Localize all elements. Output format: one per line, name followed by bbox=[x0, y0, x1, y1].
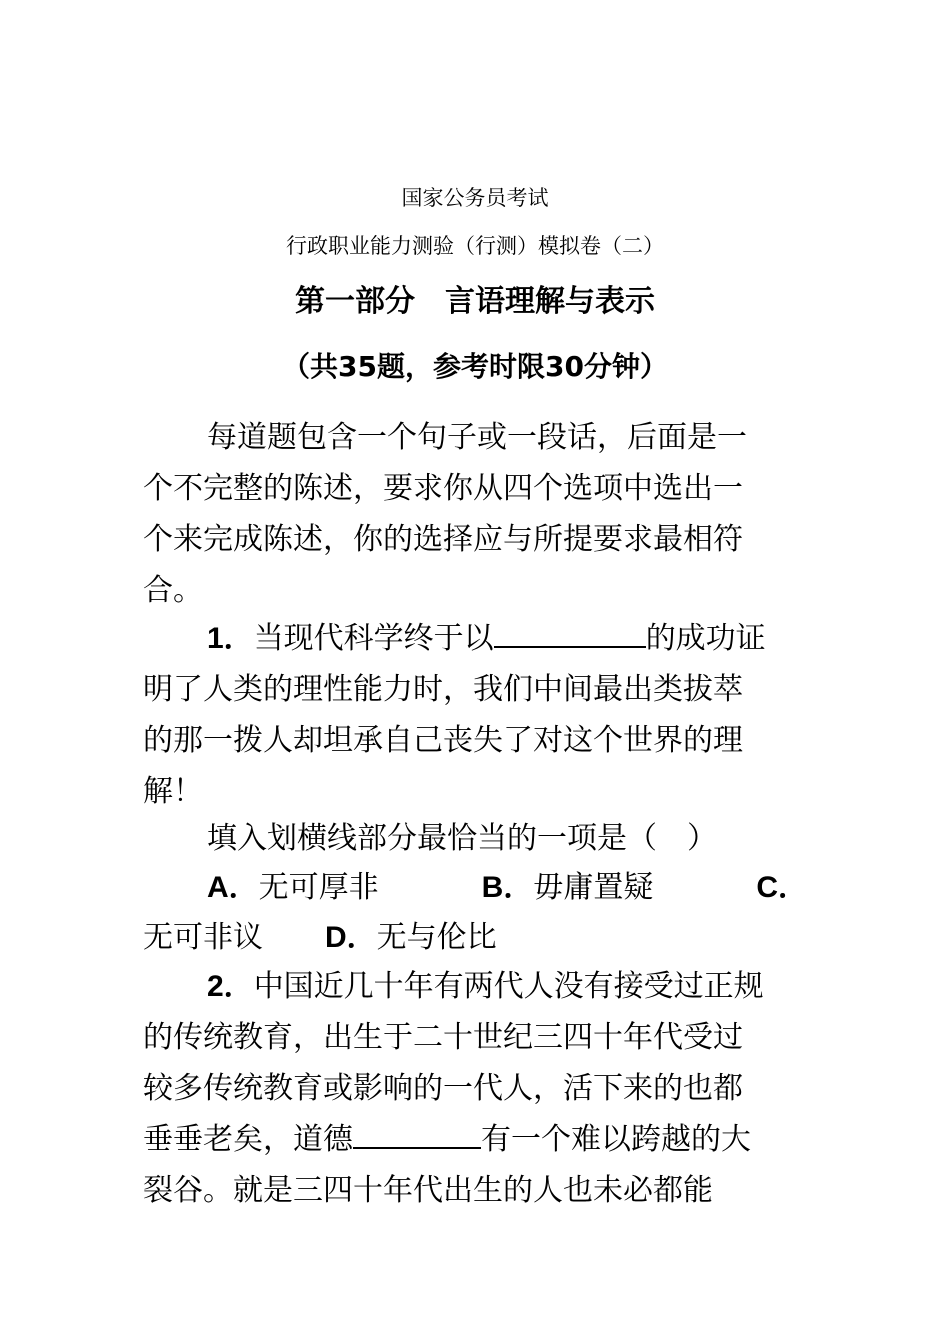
q1-text-pre: 当现代科学终于以 bbox=[253, 621, 494, 656]
q1-options-row-2 bbox=[143, 912, 808, 964]
q1-text-post: 的成功证 bbox=[645, 621, 766, 656]
q1-prompt: 填入划横线部分最恰当的一项是（ ） bbox=[207, 821, 717, 856]
q1-line-2: 明了人类的理性能力时，我们中间最出类拔萃 bbox=[143, 672, 743, 707]
q1-option-b-text: 毋庸置疑 bbox=[533, 870, 654, 905]
q2-line-1 bbox=[207, 961, 808, 1013]
q1-line-4: 解！ bbox=[143, 774, 203, 809]
q2-line-5: 裂谷。就是三四十年代出生的人也未必都能 bbox=[143, 1173, 713, 1208]
q1-option-c-key: C． bbox=[756, 871, 808, 904]
q1-option-a-key: A． bbox=[207, 871, 259, 904]
instructions-line-4: 合。 bbox=[143, 573, 203, 608]
instructions-line-3: 个来完成陈述，你的选择应与所提要求最相符 bbox=[143, 522, 743, 557]
q1-option-a bbox=[207, 862, 379, 914]
q1-number: 1． bbox=[207, 622, 254, 655]
q1-option-c-text: 无可非议 bbox=[143, 920, 263, 955]
part-heading: 第一部分 言语理解与表示 bbox=[295, 284, 655, 319]
q1-option-a-text: 无可厚非 bbox=[258, 870, 379, 905]
paper-title: 行政职业能力测验（行测）模拟卷（二） bbox=[286, 234, 664, 258]
q1-options-row bbox=[207, 862, 808, 914]
instructions-line-1: 每道题包含一个句子或一段话，后面是一 bbox=[207, 420, 747, 455]
q2-text: 中国近几十年有两代人没有接受过正规 bbox=[253, 969, 764, 1004]
q2-text-pre: 垂垂老矣，道德 bbox=[143, 1122, 353, 1157]
q1-option-b-key: B． bbox=[481, 871, 534, 904]
q1-option-d-text: 无与伦比 bbox=[376, 920, 497, 955]
q2-blank bbox=[353, 1117, 481, 1149]
q2-line-2: 的传统教育，出生于二十世纪三四十年代受过 bbox=[143, 1020, 743, 1055]
q2-line-4 bbox=[143, 1114, 808, 1166]
q2-text-post: 有一个难以跨越的大 bbox=[481, 1122, 751, 1157]
q1-line-1 bbox=[207, 613, 808, 665]
q1-option-b bbox=[482, 862, 654, 914]
time-limit: （共35题，参考时限30分钟） bbox=[282, 350, 668, 383]
instructions-line-2: 个不完整的陈述，要求你从四个选项中选出一 bbox=[143, 471, 743, 506]
q1-option-d-key: D． bbox=[325, 921, 377, 954]
q2-line-3: 较多传统教育或影响的一代人，活下来的也都 bbox=[143, 1071, 743, 1106]
q2-number: 2． bbox=[207, 970, 254, 1003]
q1-line-3: 的那一拨人却坦承自己丧失了对这个世界的理 bbox=[143, 723, 743, 758]
exam-title: 国家公务员考试 bbox=[401, 186, 549, 210]
q1-blank bbox=[494, 616, 646, 648]
